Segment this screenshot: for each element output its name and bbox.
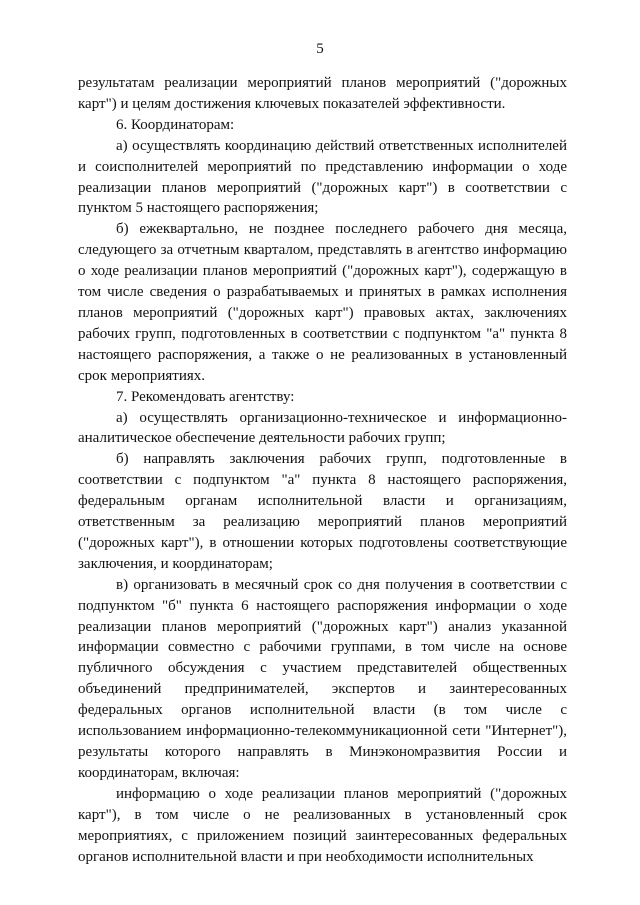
paragraph-item-7a: а) осуществлять организационно-техническое и информационно-аналитическое обеспечение деятельности рабочих групп; xyxy=(78,409,567,447)
document-body xyxy=(78,73,567,867)
page-number: 5 xyxy=(316,41,324,57)
paragraph-item-7b: б) направлять заключения рабочих групп, подготовленные в соответствии с подпунктом "а" пункта 8 настоящего распоряжения, федеральным органам исполнительной власти и организациям, ответственным за реализацию мероприятий планов мероприятий ("дорожных карт"), в отношении которых подготовлены соответствующие заключения, и координаторам; xyxy=(78,451,567,572)
paragraph-item-6a: а) осуществлять координацию действий ответственных исполнителей и соисполнителей мероприятий по представлению информации о ходе реализации планов мероприятий ("дорожных карт") в соответствии с пунктом 5 настоящего распоряжения; xyxy=(78,137,567,217)
paragraph-continuation: результатам реализации мероприятий планов мероприятий ("дорожных карт") и целям достижения ключевых показателей эффективности. xyxy=(78,75,567,112)
paragraph-item-6b: б) ежеквартально, не позднее последнего рабочего дня месяца, следующего за отчетным кварталом, представлять в агентство информацию о ходе реализации планов мероприятий ("дорожных карт"), содержащую в том числе сведения о разрабатываемых и принятых в рамках исполнения планов мероприятий ("дорожных карт") правовых актах, заключениях рабочих групп, подготовленных в соответствии с подпунктом "а" пункта 8 настоящего распоряжения, а также о не реализованных в установленный срок мероприятиях. xyxy=(78,221,567,384)
paragraph-item-7c: в) организовать в месячный срок со дня получения в соответствии с подпунктом "б" пункта 6 настоящего распоряжения информации о ходе реализации планов мероприятий ("дорожных карт") анализ указанной информации совместно с рабочими группами, в том числе на основе публичного обсуждения с участием представителей общественных объединений предпринимателей, экспертов и заинтересованных федеральных органов исполнительной власти (в том числе с использованием информационно-телекоммуникационной сети "Интернет"), результаты которого направлять в Минэкономразвития России и координаторам, включая: xyxy=(78,576,567,781)
paragraph-item-7-heading: 7. Рекомендовать агентству: xyxy=(116,388,295,405)
paragraph-item-7c-subitem: информацию о ходе реализации планов мероприятий ("дорожных карт"), в том числе о не реализованных в установленный срок мероприятиях, с приложением позиций заинтересованных федеральных органов исполнительной власти и при необходимости исполнительных xyxy=(78,785,567,865)
paragraph-item-6-heading: 6. Координаторам: xyxy=(116,116,235,133)
